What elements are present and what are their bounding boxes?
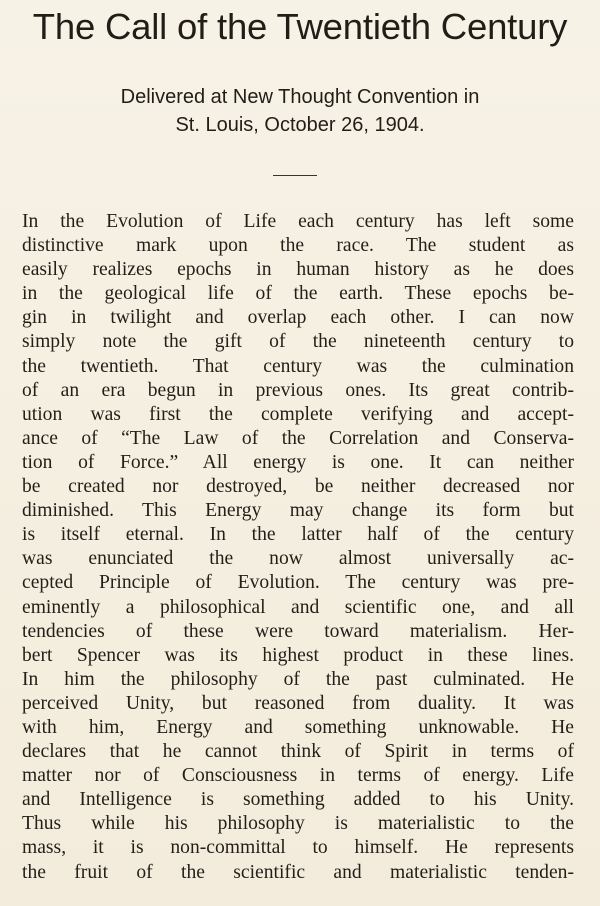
body-line: declares that he cannot think of Spirit in terms of xyxy=(22,741,574,763)
body-line: and Intelligence is something added to his Unity. xyxy=(22,789,574,811)
body-line: bert Spencer was its highest product in these lines. xyxy=(22,644,574,666)
subtitle-line-1: Delivered at New Thought Convention in xyxy=(120,86,480,108)
body-line: of an era begun in previous ones. Its great contrib- xyxy=(22,379,574,401)
body-line: perceived Unity, but reasoned from duality. It was xyxy=(22,692,574,714)
body-line: tendencies of these were toward materialism. Her- xyxy=(22,620,574,642)
body-line: simply note the gift of the nineteenth century to xyxy=(22,331,574,353)
body-line: mass, it is non-committal to himself. He represents xyxy=(22,837,574,859)
body-line: tion of Force.” All energy is one. It can neither xyxy=(22,451,574,473)
body-line: In the Evolution of Life each century has left some xyxy=(22,211,574,232)
subtitle-line-2: St. Louis, October 26, 1904. xyxy=(175,114,425,136)
body-line: with him, Energy and something unknowable. He xyxy=(22,716,574,738)
divider-rule xyxy=(273,175,317,176)
body-line: distinctive mark upon the race. The student as xyxy=(22,235,574,257)
body-line: cepted Principle of Evolution. The century was pre- xyxy=(22,572,574,594)
body-line: In him the philosophy of the past culminated. He xyxy=(22,668,574,690)
body-line: diminished. This Energy may change its form but xyxy=(22,500,574,522)
page-title: The Call of the Twentieth Century xyxy=(32,6,568,47)
body-line: ution was first the complete verifying and accept- xyxy=(22,403,574,425)
body-line: was enunciated the now almost universally ac- xyxy=(22,548,574,570)
body-text xyxy=(22,210,574,885)
body-line: the fruit of the scientific and materialistic tenden- xyxy=(22,861,574,883)
body-line: Thus while his philosophy is materialistic to the xyxy=(22,813,574,835)
body-line: ance of “The Law of the Correlation and Conserva- xyxy=(22,427,574,449)
body-line: be created nor destroyed, be neither decreased nor xyxy=(22,476,574,498)
body-line: matter nor of Consciousness in terms of energy. Life xyxy=(22,765,574,787)
body-line: in the geological life of the earth. These epochs be- xyxy=(22,283,574,305)
body-line: easily realizes epochs in human history as he does xyxy=(22,259,574,281)
body-line: the twentieth. That century was the culmination xyxy=(22,355,574,377)
body-line: gin in twilight and overlap each other. I can now xyxy=(22,307,574,329)
body-line: eminently a philosophical and scientific one, and all xyxy=(22,596,574,618)
body-line: is itself eternal. In the latter half of the century xyxy=(22,524,574,546)
